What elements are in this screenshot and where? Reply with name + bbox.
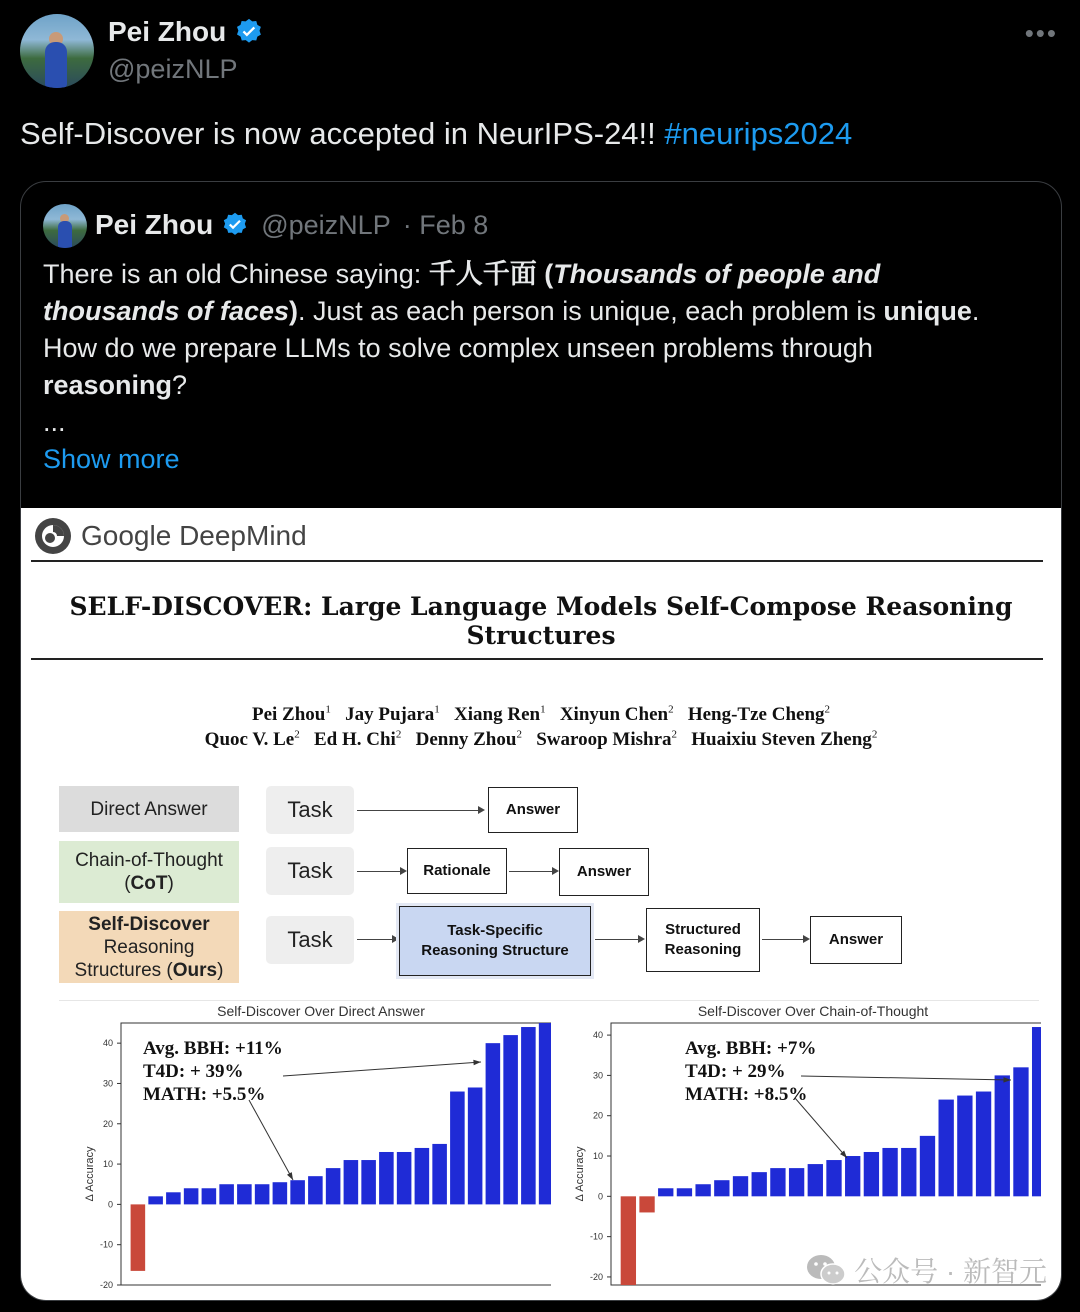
annotation-text: Avg. BBH: +11% — [143, 1038, 283, 1059]
more-options-icon[interactable]: ••• — [1024, 18, 1058, 48]
text-span: thousands of faces — [43, 296, 290, 326]
bar — [621, 1196, 636, 1285]
bar — [361, 1160, 376, 1204]
quoted-author-name[interactable]: Pei Zhou — [95, 209, 214, 240]
bar — [1013, 1067, 1028, 1196]
bar — [415, 1148, 430, 1204]
bar — [148, 1196, 163, 1204]
author: Huaixiu Steven Zheng$^2$ — [691, 729, 878, 751]
text-span: 千人千面 ( — [428, 259, 554, 289]
y-tick-label: -10 — [99, 1239, 113, 1250]
method-self-discover: Self-Discover Reasoning Structures (Ours) — [59, 911, 239, 983]
author: Ed H. Chi$^2$ — [314, 729, 402, 751]
text-span: ? — [172, 370, 188, 400]
text-line: How do we prepare LLMs to solve complex unseen problems through — [43, 333, 873, 363]
bar-chart-direct-answer — [51, 1018, 551, 1290]
annotation-arrow — [801, 1076, 1011, 1080]
author: Denny Zhou$^2$ — [415, 729, 522, 751]
watermark — [806, 1250, 1047, 1290]
rationale-node: Rationale — [407, 848, 507, 894]
y-tick-label: 10 — [592, 1151, 603, 1162]
bar — [344, 1160, 359, 1204]
verified-badge-icon — [221, 211, 249, 239]
bar — [290, 1180, 305, 1204]
bar — [957, 1096, 972, 1197]
bar — [789, 1168, 804, 1196]
bar — [432, 1144, 447, 1204]
bar — [131, 1204, 146, 1271]
paper-image[interactable] — [21, 508, 1061, 1300]
text-span: unique — [883, 296, 972, 326]
bar — [864, 1152, 879, 1196]
author: Xinyun Chen$^2$ — [559, 704, 674, 726]
quoted-handle[interactable]: @peizNLP — [261, 209, 391, 240]
method-label: Direct Answer — [90, 798, 208, 820]
method-label: Chain-of-Thought — [75, 850, 223, 871]
show-more-link[interactable]: Show more — [43, 444, 180, 474]
bar — [808, 1164, 823, 1196]
author: Quoc V. Le$^2$ — [204, 729, 300, 751]
authors-row-1 — [21, 704, 1061, 726]
bar — [486, 1043, 501, 1204]
y-tick-label: 0 — [597, 1191, 603, 1202]
paper-title: SELF-DISCOVER: Large Language Models Self-Compose Reasoning Structures — [69, 592, 1013, 650]
bar — [920, 1136, 935, 1196]
bar — [450, 1092, 465, 1205]
method-direct-answer — [59, 786, 239, 832]
flow-arrow — [357, 939, 397, 940]
method-label: Self-Discover — [88, 913, 210, 935]
bar — [976, 1092, 991, 1197]
y-tick-label: -20 — [589, 1271, 603, 1282]
y-tick-label: 40 — [592, 1030, 603, 1041]
y-tick-label: -20 — [99, 1280, 113, 1290]
bar — [326, 1168, 341, 1204]
bar — [397, 1152, 412, 1204]
bar — [308, 1176, 323, 1204]
flow-arrow — [357, 810, 483, 811]
bar — [1032, 1027, 1041, 1196]
text-span: There is an old Chinese saying: — [43, 259, 429, 289]
annotation-arrow — [795, 1098, 847, 1158]
bar — [503, 1035, 518, 1204]
bar — [939, 1100, 954, 1197]
bar — [273, 1182, 288, 1204]
task-box: Task — [266, 786, 354, 834]
hashtag-link[interactable]: #neurips2024 — [664, 116, 853, 151]
verified-badge-icon — [234, 17, 264, 47]
google-deepmind-logo — [33, 516, 307, 556]
y-tick-label: 30 — [592, 1070, 603, 1081]
author: Swaroop Mishra$^2$ — [536, 729, 678, 751]
watermark-text: 公众号 · 新智元 — [854, 1256, 1047, 1287]
bar — [219, 1184, 234, 1204]
task-box: Task — [266, 847, 354, 895]
task-box: Task — [266, 916, 354, 964]
method-cot: Chain-of-Thought (CoT) — [59, 841, 239, 903]
flow-arrow — [595, 939, 643, 940]
top-rule — [31, 560, 1043, 562]
y-tick-label: 10 — [102, 1159, 113, 1170]
ellipsis-text: ... — [43, 407, 66, 437]
bar — [468, 1087, 483, 1204]
brand-text: Google DeepMind — [81, 520, 307, 551]
bar — [826, 1160, 841, 1196]
bar — [733, 1176, 748, 1196]
flow-arrow — [357, 871, 405, 872]
bar — [184, 1188, 199, 1204]
bar — [882, 1148, 897, 1196]
text-span: . — [971, 296, 980, 326]
quoted-tweet-card[interactable] — [20, 181, 1062, 1301]
author-name-text[interactable]: Pei Zhou — [108, 16, 227, 47]
annotation-arrow — [283, 1062, 481, 1076]
bar — [752, 1172, 767, 1196]
deepmind-icon — [33, 516, 73, 556]
flow-arrow — [762, 939, 808, 940]
y-tick-label: 30 — [102, 1078, 113, 1089]
author: Heng-Tze Cheng$^2$ — [687, 704, 831, 726]
annotation-arrowhead — [287, 1172, 293, 1180]
author: Pei Zhou$^1$ — [251, 704, 331, 726]
annotation-text: Avg. BBH: +7% — [685, 1038, 817, 1059]
divider — [59, 1000, 1039, 1001]
annotation-text: MATH: +8.5% — [685, 1084, 808, 1105]
tweet-text — [20, 116, 852, 152]
y-tick-label: 40 — [102, 1038, 113, 1049]
bar — [202, 1188, 217, 1204]
method-label: Reasoning — [103, 936, 195, 958]
text-span: Thousands of people and — [553, 259, 881, 289]
answer-node: Answer — [488, 787, 578, 833]
bar — [770, 1168, 785, 1196]
flow-arrow — [509, 871, 557, 872]
bar — [379, 1152, 394, 1204]
chart-title: Self-Discover Over Direct Answer — [217, 1003, 425, 1019]
bar — [255, 1184, 270, 1204]
y-axis-label: Δ Accuracy — [574, 1146, 586, 1202]
quoted-author-avatar[interactable] — [43, 204, 87, 248]
author-handle[interactable]: @peizNLP — [108, 54, 238, 84]
quoted-text — [43, 256, 1043, 478]
author: Jay Pujara$^1$ — [345, 704, 440, 726]
annotation-arrow — [249, 1100, 293, 1180]
structured-reasoning-node: Structured Reasoning — [646, 908, 760, 972]
quoted-author[interactable] — [95, 209, 488, 241]
bar — [639, 1196, 654, 1212]
bar — [714, 1180, 729, 1196]
author: Xiang Ren$^1$ — [454, 704, 546, 726]
bar — [658, 1188, 673, 1196]
bar — [166, 1192, 181, 1204]
y-tick-label: 20 — [102, 1118, 113, 1129]
bar — [521, 1027, 536, 1204]
y-tick-label: -10 — [589, 1231, 603, 1242]
chart-title: Self-Discover Over Chain-of-Thought — [697, 1003, 929, 1019]
text-span: ) — [289, 296, 299, 326]
annotation-text: T4D: + 29% — [685, 1061, 786, 1082]
bar — [237, 1184, 252, 1204]
quoted-date[interactable]: · Feb 8 — [402, 209, 489, 240]
author-name[interactable] — [108, 16, 264, 48]
y-axis-label: Δ Accuracy — [84, 1146, 96, 1202]
task-specific-structure-node: Task-Specific Reasoning Structure — [399, 906, 591, 976]
text-span: reasoning — [43, 370, 173, 400]
answer-node: Answer — [810, 916, 902, 964]
bar — [901, 1148, 916, 1196]
bar — [995, 1075, 1010, 1196]
answer-node: Answer — [559, 848, 649, 896]
y-tick-label: 0 — [107, 1199, 113, 1210]
bar — [695, 1184, 710, 1196]
annotation-text: MATH: +5.5% — [143, 1084, 266, 1105]
bar — [845, 1156, 860, 1196]
bar — [677, 1188, 692, 1196]
author-avatar[interactable] — [20, 14, 94, 88]
y-tick-label: 20 — [592, 1110, 603, 1121]
tweet-body: Self-Discover is now accepted in NeurIPS-24!! — [20, 116, 665, 151]
text-span: . Just as each person is unique, each problem is — [298, 296, 884, 326]
wechat-icon — [806, 1253, 846, 1287]
annotation-text: T4D: + 39% — [143, 1061, 244, 1082]
title-rule — [31, 658, 1043, 660]
authors-row-2 — [21, 729, 1061, 751]
